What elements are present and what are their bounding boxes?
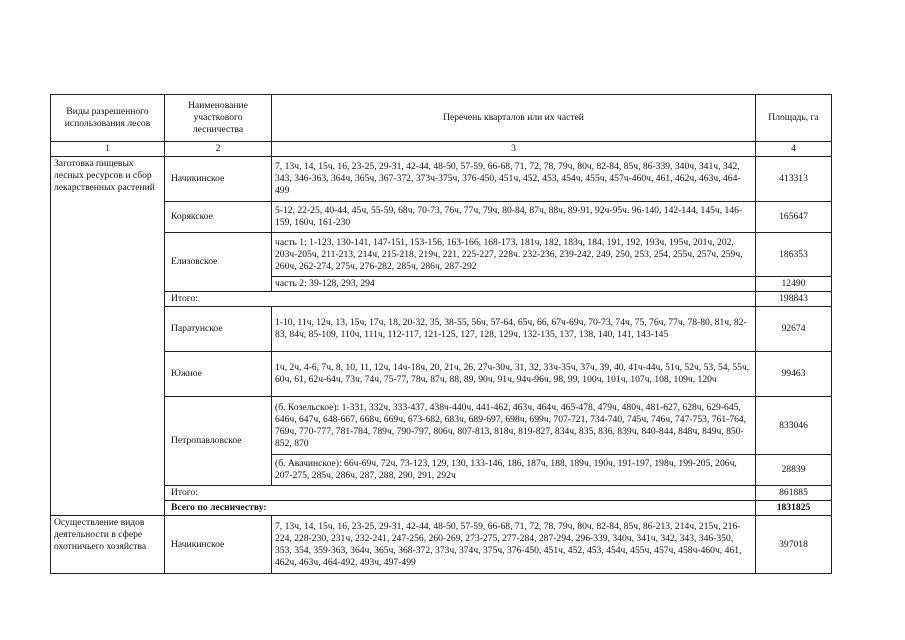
subtotal-row [51,292,832,307]
area-value: 99463 [756,352,832,397]
header-use-type: Виды разрешенного использования лесов [51,95,165,142]
quarters-list: (б. Авачинское): 66ч-69ч, 72ч, 73-123, 129, 130, 133-146, 186, 187ч, 188, 189ч, 190ч, 191-197, 198ч, 199-205, 206ч, 207-275, 285ч, 286ч, 287, 288, 290, 291, 292ч [272,455,756,486]
area-value: 165647 [756,202,832,233]
header-area: Площадь, га [756,95,832,142]
forestry-name: Начикинское [165,157,272,202]
column-number: 2 [165,142,272,157]
subtotal-label: Итого: [165,486,756,501]
area-value: 397018 [756,516,832,574]
area-value: 28839 [756,455,832,486]
quarters-list: часть 2: 39-128, 293, 294 [272,277,756,292]
column-number: 1 [51,142,165,157]
area-value: 12490 [756,277,832,292]
total-label: Всего по лесничеству: [165,501,756,516]
table-row [51,516,832,574]
forest-use-table [50,94,832,574]
table-row [51,202,832,233]
subtotal-row [51,486,832,501]
area-value: 413313 [756,157,832,202]
forestry-name: Елизовское [165,233,272,292]
header-forestry-name: Наименование участкового лесничества [165,95,272,142]
subtotal-value: 861885 [756,486,832,501]
total-row [51,501,832,516]
total-value: 1831825 [756,501,832,516]
table-row [51,397,832,455]
quarters-list: 5-12, 22-25, 40-44, 45ч, 55-59, 68ч, 70-73, 76ч, 77ч, 79ч, 80-84, 87ч, 88ч, 89-91, 92ч-95ч. 96-140, 142-144, 145ч, 146-159, 160ч, 161-230 [272,202,756,233]
forestry-name: Начикинское [165,516,272,574]
area-value: 186353 [756,233,832,277]
header-quarters: Перечень кварталов или их частей [272,95,756,142]
use-type-cell: Заготовка пищевых лесных ресурсов и сбор лекарственных растений [51,157,165,516]
quarters-list: часть 1: 1-123, 130-141, 147-151, 153-156, 163-166, 168-173, 181ч, 182, 183ч, 184, 191, 192, 193ч, 195ч, 201ч, 202, 203ч-205ч, 211-213, 214ч, 215-218, 219ч, 221, 225-227, 228ч. 232-236, 239-242, 249, 250, 253, 254, 255ч, 257ч, 259ч, 260ч, 262-274, 275ч, 276-282, 285ч, 286ч, 287-292 [272,233,756,277]
quarters-list: 1ч, 2ч, 4-6, 7ч, 8, 10, 11, 12ч, 14ч-18ч, 20, 21ч, 26, 27ч-30ч, 31, 32, 33ч-35ч, 37ч, 39, 40, 41ч-44ч, 51ч, 52ч, 53, 54, 55ч, 60ч, 61, 62ч-64ч, 73ч, 74ч, 75-77, 78ч, 87ч, 88, 89, 90ч, 91ч, 94ч-96ч, 98, 99, 100ч, 101ч, 107ч, 108, 109ч, 120ч [272,352,756,397]
table-row [51,307,832,352]
subtotal-label: Итого: [165,292,756,307]
area-value: 92674 [756,307,832,352]
use-type-cell: Осуществление видов деятельности в сфере охотничьего хозяйства [51,516,165,574]
table-row [51,233,832,277]
quarters-list: 7, 13ч, 14, 15ч, 16, 23-25, 29-31, 42-44, 48-50, 57-59, 66-68, 71, 72, 78, 79ч, 80ч, 82-84, 85ч, 86-339, 340ч, 341ч, 342, 343, 346-363, 364ч, 365ч, 367-372, 373ч-375ч, 376-450, 451ч, 452, 453, 454ч, 455ч, 457ч-460ч, 461, 462ч, 463ч, 464-499 [272,157,756,202]
quarters-list: 1-10, 11ч, 12ч, 13, 15ч, 17ч, 18, 20-32, 35, 38-55, 56ч, 57-64, 65ч, 66, 67ч-69ч, 70-73, 74ч, 75, 76ч, 77ч, 78-80, 81ч, 82-83, 84ч, 85-109, 110ч, 111ч, 112-117, 121-125, 127, 128, 129ч, 132-135, 137, 138, 140, 141, 143-145 [272,307,756,352]
area-value: 833046 [756,397,832,455]
table-row [51,157,832,202]
forestry-name: Корякское [165,202,272,233]
forestry-name: Паратунское [165,307,272,352]
forestry-name: Петропавловское [165,397,272,486]
quarters-list: (б. Козельское): 1-331, 332ч, 333-437, 438ч-440ч, 441-462, 463ч, 464ч, 465-478, 479ч, 480ч, 481-627, 628ч, 629-645, 646ч, 647ч, 648-667, 668ч, 669ч, 673-682, 683ч, 689-697, 698ч, 699ч, 707-721, 734-740, 745ч, 746ч, 747-753, 761-764, 769ч, 770-777, 781-784, 789ч, 790-797, 806ч, 807-813, 818ч, 819-827, 834ч, 835, 836, 839ч, 840-844, 848ч, 849ч, 850-852, 870 [272,397,756,455]
subtotal-value: 198843 [756,292,832,307]
column-number: 4 [756,142,832,157]
header-row [51,95,832,142]
forestry-name: Южное [165,352,272,397]
table-row [51,352,832,397]
column-number-row [51,142,832,157]
quarters-list: 7, 13ч, 14, 15ч, 16, 23-25, 29-31, 42-44, 48-50, 57-59, 66-68, 71, 72, 78, 79ч, 80ч, 82-84, 85ч, 86-213, 214ч, 215ч, 216-224, 228-230, 231ч, 232-241, 247-256, 260-269, 273-275, 277-284, 287-294, 296-339, 340ч, 341ч, 342, 343, 346-350, 353, 354, 359-363, 364ч, 365ч, 368-372, 373ч, 374ч, 375ч, 376-450, 451ч, 452, 453, 454ч, 455ч, 457ч, 458ч-460ч, 461, 462ч, 463ч, 464-492, 493ч, 497-499 [272,516,756,574]
column-number: 3 [272,142,756,157]
